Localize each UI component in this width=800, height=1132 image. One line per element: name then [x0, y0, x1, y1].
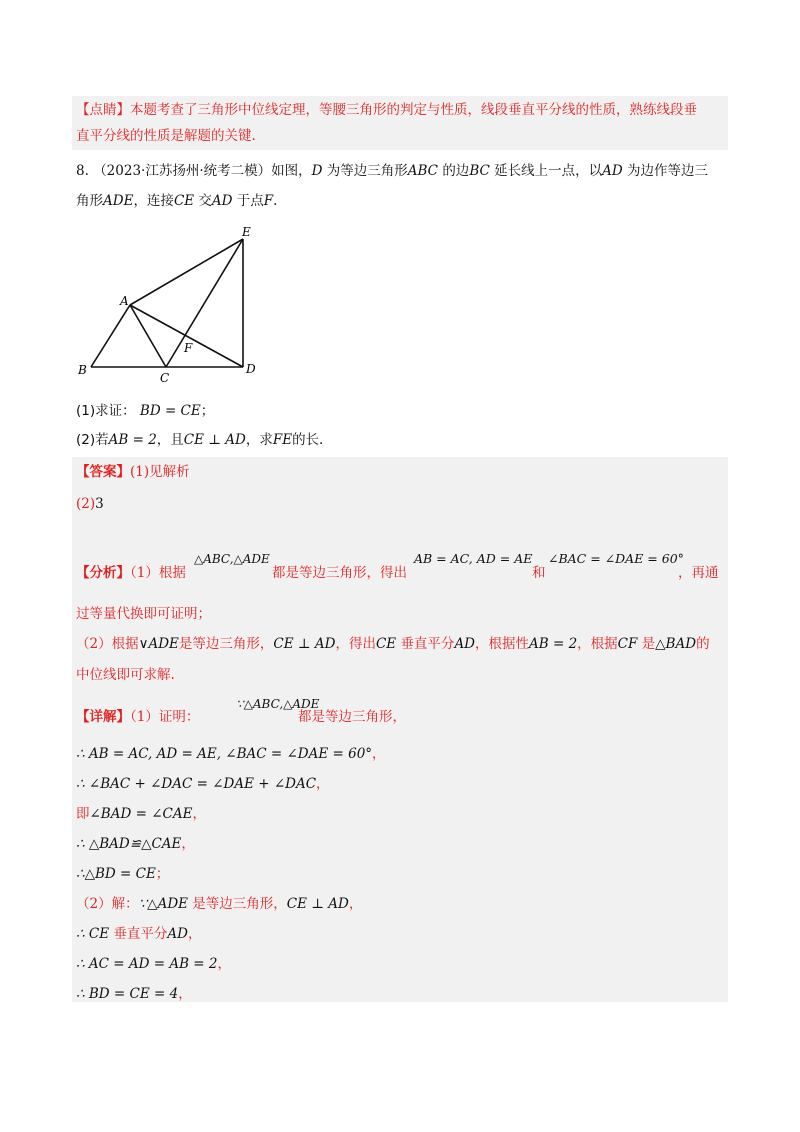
analysis-text: （2）根据	[76, 636, 139, 652]
analysis-text: 都是等边三角形，得出	[272, 565, 407, 581]
segment-ab	[91, 305, 130, 367]
problem-text: 于点	[236, 193, 264, 209]
problem-text: ，连接	[133, 193, 174, 209]
analysis-text: 和	[532, 565, 546, 581]
problem-source: （2023·江苏扬州·统考二模）	[93, 163, 272, 179]
detail-text: 即	[76, 806, 90, 822]
label-c: C	[160, 371, 170, 385]
question-text: 的长.	[292, 432, 324, 448]
answer-text: (1)见解析	[130, 464, 190, 480]
math-expr: ∵△ADE	[138, 896, 188, 912]
math-expr: AB = 2	[529, 636, 578, 652]
math-expr: CE	[375, 636, 397, 652]
question-label: (2)	[76, 432, 96, 448]
geometry-figure	[76, 222, 266, 387]
math-expr: CE ⊥ AD	[286, 896, 349, 912]
detail-punct: ，	[178, 986, 192, 1002]
note-line-1: 【点睛】本题考查了三角形中位线定理，等腰三角形的判定与性质，线段垂直平分线的性质，熟练线段垂	[76, 102, 697, 118]
note-line-2: 直平分线的性质是解题的关键.	[76, 128, 256, 144]
problem-text: 为等边三角形	[326, 163, 408, 179]
answer-value: 3	[95, 496, 104, 512]
label-a: A	[120, 294, 129, 308]
analysis-text: ，得出	[335, 636, 376, 652]
analysis-line-2: 过等量代换即可证明；	[76, 606, 211, 622]
answer-line-1	[76, 462, 190, 482]
math-expr: CF	[617, 636, 638, 652]
math-expr: BD = CE	[139, 403, 201, 419]
segment-ce	[166, 239, 243, 367]
math-expr: AB = AC, AD = AE	[414, 551, 533, 566]
problem-number: 8.	[76, 163, 89, 179]
problem-text: 的边	[442, 163, 470, 179]
detail-line-2	[76, 744, 386, 764]
math-var: ABC	[407, 163, 439, 179]
detail-line-6	[76, 864, 169, 884]
detail-punct: ，	[187, 926, 202, 942]
detail-punct: ，	[217, 956, 231, 972]
math-var: F	[263, 193, 274, 209]
detail-punct: ，	[348, 896, 363, 912]
math-expr: AD	[454, 636, 476, 652]
detail-punct: ；	[155, 866, 170, 882]
label-f: F	[184, 341, 193, 355]
math-expr: ∵△ABC,△ADE	[236, 697, 320, 711]
problem-line-1	[76, 161, 708, 181]
math-expr: ∴ AB = AC, AD = AE, ∠BAC = ∠DAE = 60°	[76, 746, 373, 762]
math-expr: CE ⊥ AD	[273, 636, 336, 652]
detail-line-10	[76, 984, 192, 1004]
math-var: CE	[173, 193, 195, 209]
question-label: (1)	[76, 403, 96, 419]
problem-text: 交	[198, 193, 212, 209]
math-expr: FE	[272, 432, 293, 448]
math-expr: ∴ CE	[76, 926, 110, 942]
label-e: E	[242, 225, 251, 239]
detail-text: （1）证明：	[130, 709, 200, 725]
segment-ae	[130, 239, 243, 305]
math-expr: ∴ AC = AD = AB = 2	[76, 956, 218, 972]
detail-punct: ，	[181, 836, 195, 852]
analysis-text: 垂直平分	[400, 636, 455, 652]
question-text: 求证：	[95, 403, 136, 419]
detail-text: 都是等边三角形，	[298, 709, 406, 725]
detail-text: 垂直平分	[113, 926, 168, 942]
detail-line-1	[76, 707, 199, 727]
label-b: B	[78, 363, 87, 377]
answer-label: (2)	[76, 496, 96, 512]
detail-text: 是等边三角形，	[192, 896, 287, 912]
problem-text: 延长线上一点，以	[494, 163, 603, 179]
math-var: D	[311, 163, 323, 179]
math-var: AD	[211, 193, 233, 209]
math-expr: △ABC,△ADE	[194, 552, 270, 566]
math-expr: ∴△BD = CE	[76, 866, 156, 882]
math-expr: ∠BAC = ∠DAE = 60°	[548, 551, 684, 566]
math-expr: ∨ADE	[138, 636, 179, 652]
analysis-text: ，根据性	[475, 636, 530, 652]
problem-text: .	[273, 193, 278, 209]
analysis-text: ，再通	[678, 565, 719, 581]
label-d: D	[246, 362, 256, 376]
detail-line-7	[76, 894, 362, 914]
analysis-text: ，根据	[577, 636, 618, 652]
question-1	[76, 401, 214, 421]
math-expr: AB = 2	[108, 432, 157, 448]
analysis-text: 是等边三角形，	[178, 636, 274, 652]
question-text: 若	[95, 432, 109, 448]
math-expr: ∠BAD = ∠CAE	[89, 806, 193, 822]
detail-label: 【详解】	[76, 709, 130, 725]
detail-line-5	[76, 834, 195, 854]
detail-line-3	[76, 774, 330, 794]
math-expr: CE ⊥ AD	[183, 432, 246, 448]
detail-punct: ，	[316, 776, 330, 792]
solution-box	[72, 457, 728, 1002]
problem-text: 如图，	[271, 163, 312, 179]
analysis-label: 【分析】	[76, 565, 130, 581]
analysis-text: 的	[696, 636, 710, 652]
problem-line-2	[76, 191, 277, 211]
math-var: BC	[469, 163, 490, 179]
question-text: ；	[200, 403, 215, 419]
detail-punct: ，	[372, 746, 386, 762]
problem-text: 角形	[76, 193, 103, 209]
analysis-text: 是	[641, 636, 656, 652]
analysis-text: （1）根据	[130, 565, 186, 581]
detail-line-4	[76, 804, 206, 824]
answer-label: 【答案】	[76, 464, 130, 480]
analysis-line-4: 中位线即可求解.	[76, 667, 175, 683]
detail-punct: ，	[192, 806, 206, 822]
detail-line-9	[76, 954, 231, 974]
question-text: ，且	[156, 432, 184, 448]
question-text: ，求	[245, 432, 273, 448]
answer-line-2	[76, 494, 104, 514]
math-expr: ∴ ∠BAC + ∠DAC = ∠DAE + ∠DAC	[76, 776, 317, 792]
problem-text: 为边作等边三	[627, 163, 708, 179]
math-expr: ∴ BD = CE = 4	[76, 986, 179, 1002]
math-var: ADE	[103, 193, 134, 209]
math-expr: △BAD	[655, 636, 697, 652]
analysis-line-1	[76, 563, 186, 583]
math-expr: ∴ △BAD≌△CAE	[76, 836, 182, 852]
math-expr: AD	[167, 926, 188, 942]
detail-text: （2）解：	[76, 896, 139, 912]
detail-line-8	[76, 924, 201, 944]
segment-ad	[130, 305, 243, 367]
math-var: AD	[602, 163, 623, 179]
question-2	[76, 430, 323, 450]
analysis-line-3	[76, 634, 710, 654]
